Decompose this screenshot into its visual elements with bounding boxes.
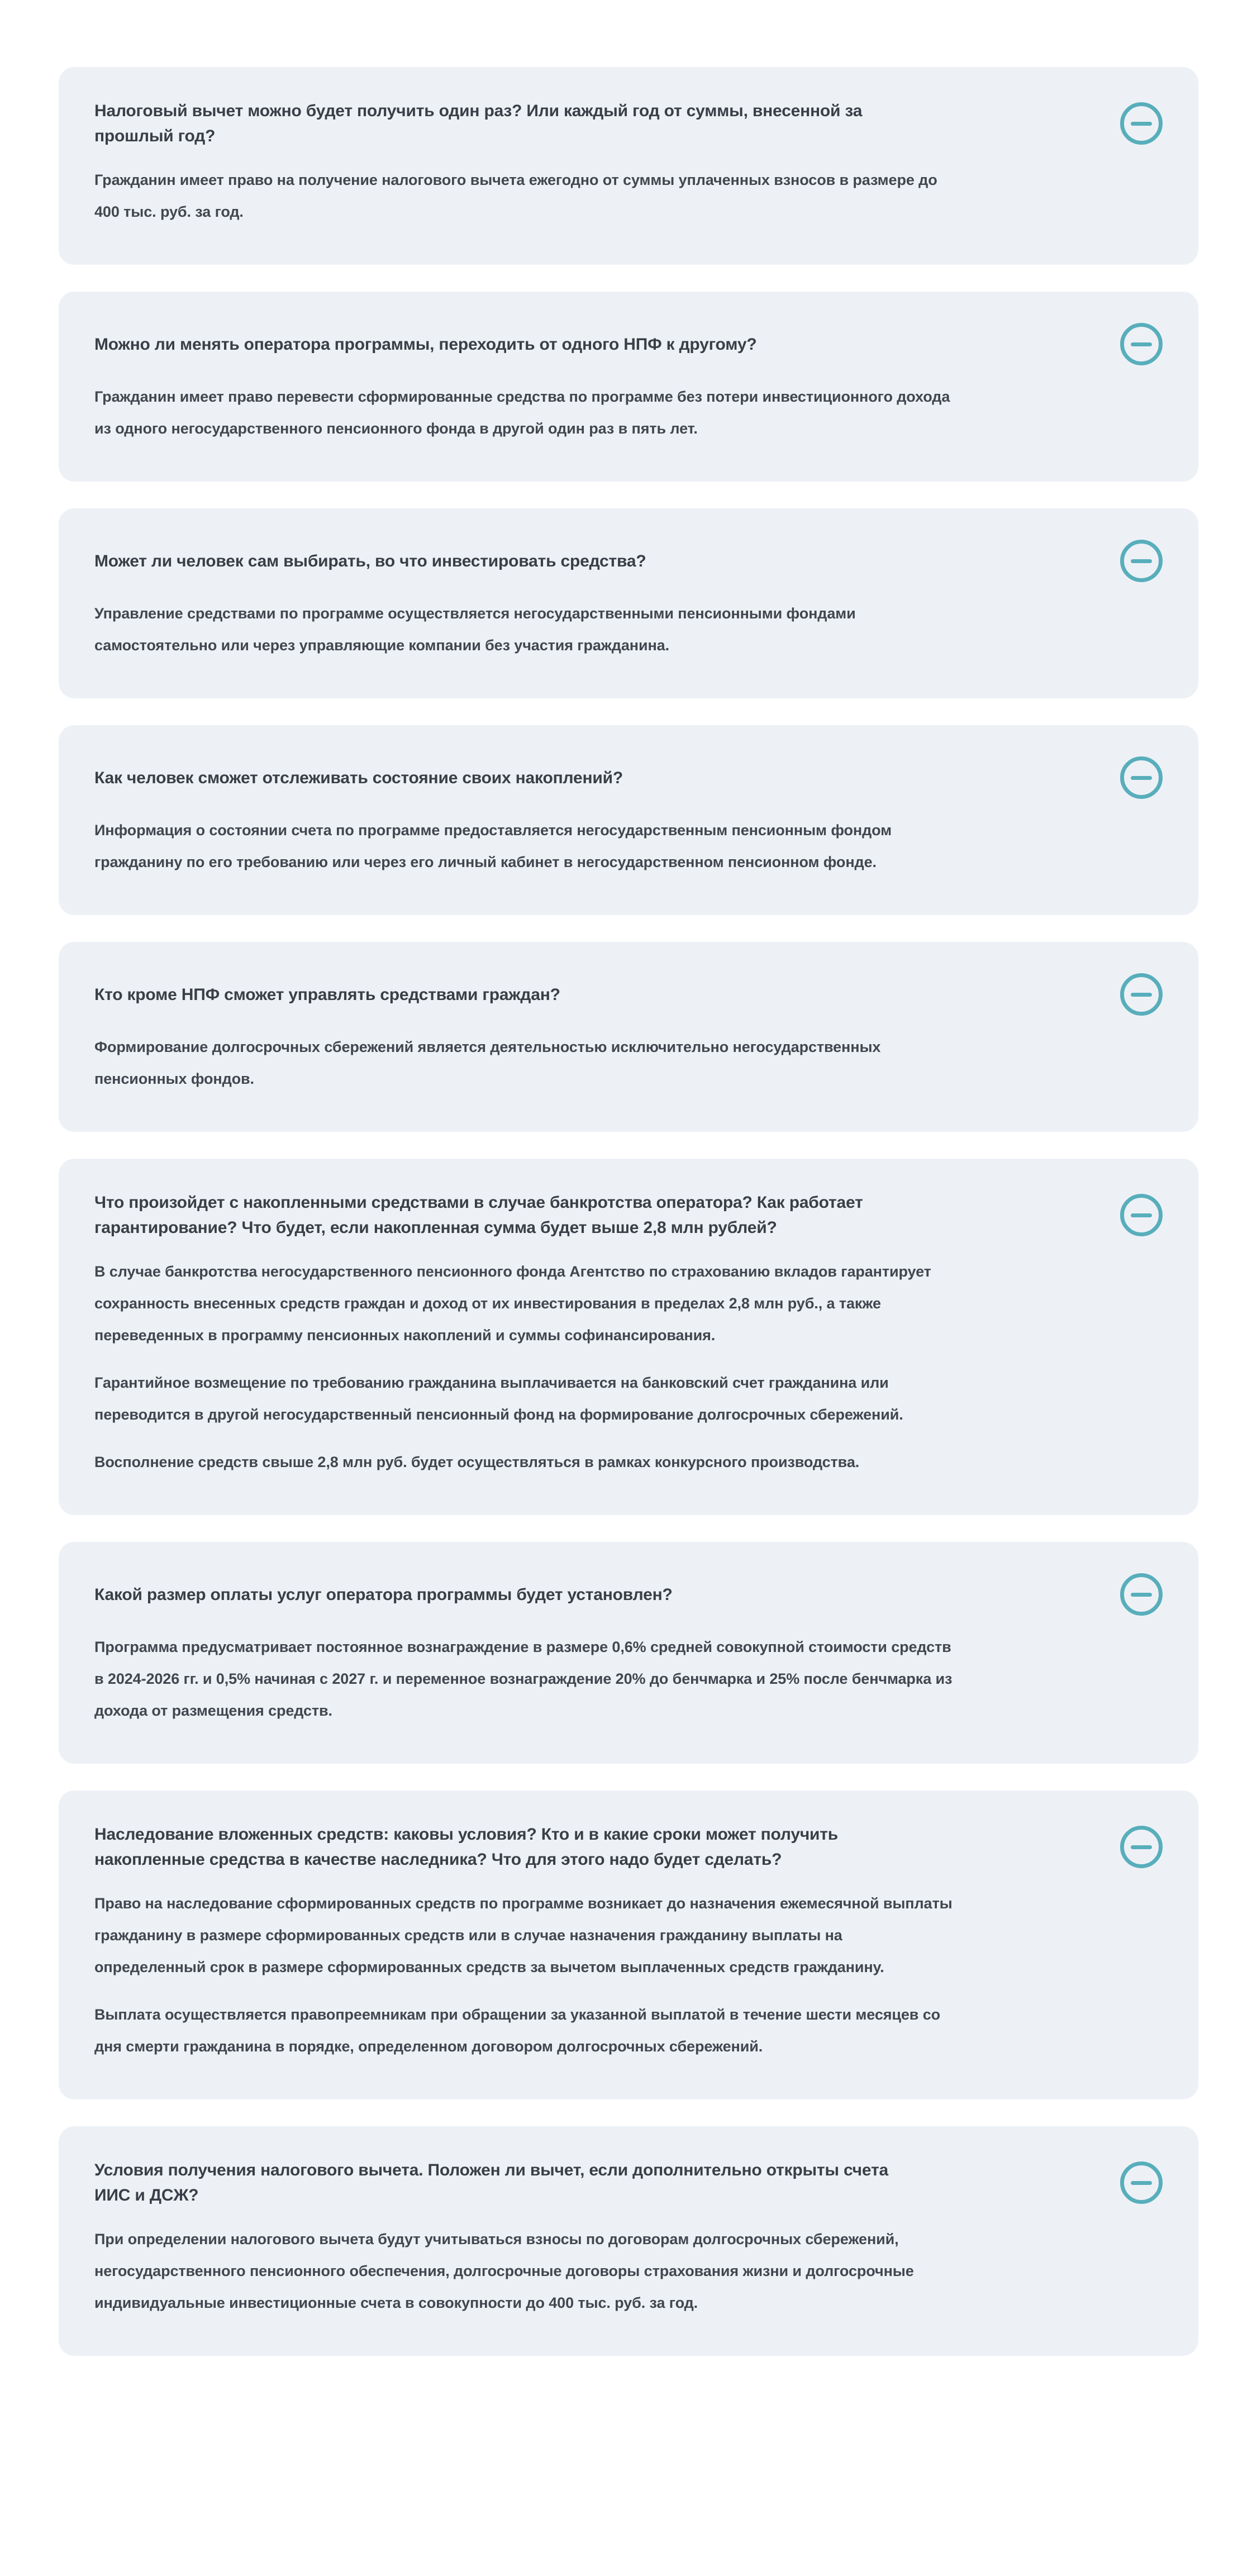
collapse-button[interactable] [1120,2161,1163,2204]
faq-item [59,1542,1198,1764]
collapse-button[interactable] [1120,973,1163,1016]
faq-item-header [94,756,1163,799]
faq-question[interactable]: Какой размер оплаты услуг оператора программы будет установлен? [94,1585,673,1604]
minus-icon [1131,2181,1152,2185]
faq-answer-block [94,164,955,228]
faq-question[interactable]: Наследование вложенных средств: каковы условия? Кто и в какие сроки может получить накопленные средства в качестве наследника? Что для этого надо будет сделать? [94,1825,839,1869]
faq-item-header [94,1573,1163,1616]
faq-item-header [94,1190,1163,1240]
faq-question[interactable]: Можно ли менять оператора программы, переходить от одного НПФ к другому? [94,335,757,354]
minus-icon [1131,1593,1152,1597]
faq-answer: Гражданин имеет право на получение налогового вычета ежегодно от суммы уплаченных взносов в размере до 400 тыс. руб. за год. [94,172,937,220]
collapse-button[interactable] [1120,756,1163,799]
faq-item-header [94,98,1163,149]
collapse-button[interactable] [1120,102,1163,145]
faq-answer: Программа предусматривает постоянное вознаграждение в размере 0,6% средней совокупной стоимости средств в 2024-2026 гг. и 0,5% начиная с 2027 г. и переменное вознаграждение 20% до бенчмарка и 25% после бенчмарка из дохода от размещения средств. [94,1639,953,1719]
faq-answer: Восполнение средств свыше 2,8 млн руб. будет осуществляться в рамках конкурсного производства. [94,1454,860,1470]
faq-answer-block [94,815,955,878]
faq-item [59,725,1198,915]
faq-item [59,1791,1198,2099]
minus-icon [1131,1845,1152,1849]
faq-item-header [94,1822,1163,1872]
faq-item [59,508,1198,698]
faq-answer: Гражданин имеет право перевести сформированные средства по программе без потери инвестиционного дохода из одного негосударственного пенсионного фонда в другой один раз в пять лет. [94,388,950,437]
collapse-button[interactable] [1120,540,1163,582]
faq-answer-block [94,1256,955,1478]
minus-icon [1131,122,1152,126]
faq-question[interactable]: Условия получения налогового вычета. Положен ли вычет, если дополнительно открыты счета ИИС и ДСЖ? [94,2161,888,2204]
faq-item-header [94,540,1163,582]
faq-answer: Управление средствами по программе осуществляется негосударственными пенсионными фондами самостоятельно или через управляющие компании без участия гражданина. [94,605,856,654]
faq-item-header [94,2158,1163,2208]
collapse-button[interactable] [1120,323,1163,365]
minus-icon [1131,559,1152,563]
faq-list [59,67,1198,2356]
faq-question[interactable]: Кто кроме НПФ сможет управлять средствами граждан? [94,985,560,1004]
faq-answer: При определении налогового вычета будут учитываться взносы по договорам долгосрочных сбережений, негосударственного пенсионного обеспечения, долгосрочные договоры страхования жизни и долгосрочные индивидуальные инвестиционные счета в совокупности до 400 тыс. руб. за год. [94,2231,914,2311]
faq-answer-block [94,1631,955,1727]
faq-answer-block [94,381,955,445]
faq-item-header [94,973,1163,1016]
faq-answer: Право на наследование сформированных средств по программе возникает до назначения ежемесячной выплаты гражданину в размере сформированных средств или в случае назначения гражданину выплаты на определенный срок в размере сформированных средств за вычетом выплаченных средств гражданину. [94,1895,953,1975]
faq-item [59,1159,1198,1515]
faq-question[interactable]: Что произойдет с накопленными средствами в случае банкротства оператора? Как работает гарантирование? Что будет, если накопленная сумма будет выше 2,8 млн рублей? [94,1193,863,1237]
faq-answer: Формирование долгосрочных сбережений является деятельностью исключительно негосударственных пенсионных фондов. [94,1039,881,1087]
minus-icon [1131,342,1152,346]
faq-answer: Выплата осуществляется правопреемникам при обращении за указанной выплатой в течение шести месяцев со дня смерти гражданина в порядке, определенном договором долгосрочных сбережений. [94,2006,941,2055]
faq-question[interactable]: Как человек сможет отслеживать состояние своих накоплений? [94,768,623,787]
faq-item-header [94,323,1163,365]
faq-answer: Информация о состоянии счета по программе предоставляется негосударственным пенсионным фондом гражданину по его требованию или через его личный кабинет в негосударственном пенсионном фонде. [94,822,892,870]
faq-item [59,2126,1198,2356]
faq-item [59,292,1198,482]
faq-answer-block [94,1031,955,1095]
faq-item [59,67,1198,265]
faq-answer-block [94,598,955,661]
collapse-button[interactable] [1120,1826,1163,1868]
collapse-button[interactable] [1120,1194,1163,1236]
faq-answer: В случае банкротства негосударственного пенсионного фонда Агентство по страхованию вкладов гарантирует сохранность внесенных средств граждан и доход от их инвестирования в пределах 2,8 млн руб., а также переведенных в программу пенсионных накоплений и суммы софинансирования. [94,1263,931,1344]
minus-icon [1131,1213,1152,1217]
faq-answer: Гарантийное возмещение по требованию гражданина выплачивается на банковский счет гражданина или переводится в другой негосударственный пенсионный фонд на формирование долгосрочных сбережений. [94,1374,903,1423]
faq-question[interactable]: Налоговый вычет можно будет получить один раз? Или каждый год от суммы, внесенной за прошлый год? [94,102,863,145]
faq-answer-block [94,1888,955,2063]
minus-icon [1131,993,1152,997]
faq-question[interactable]: Может ли человек сам выбирать, во что инвестировать средства? [94,551,646,570]
faq-item [59,942,1198,1132]
collapse-button[interactable] [1120,1573,1163,1616]
faq-answer-block [94,2223,955,2319]
minus-icon [1131,776,1152,780]
